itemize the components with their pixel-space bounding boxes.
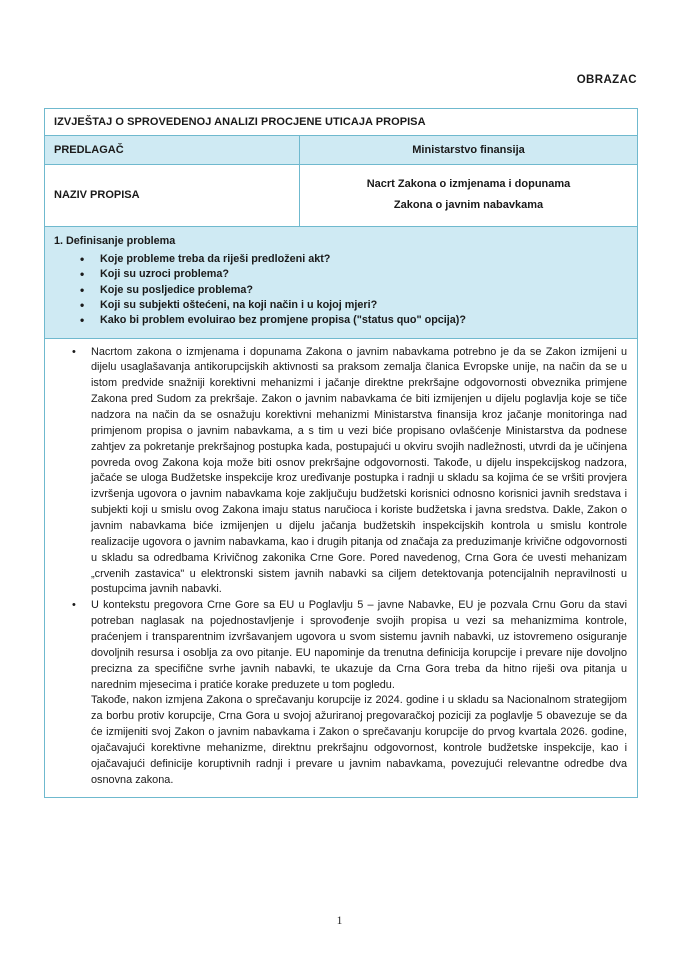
list-item: • Kako bi problem evoluirao bez promjene propisa ("status quo" opcija)? (54, 313, 628, 328)
table-row-proposer (45, 136, 638, 165)
regulation-label-cell: NAZIV PROPISA (45, 165, 300, 227)
proposer-value-cell: Ministarstvo finansija (300, 136, 638, 165)
form-type-label: OBRAZAC (576, 74, 637, 86)
list-item: • Koje probleme treba da riješi predloženi akt? (54, 252, 628, 267)
ria-report-table (44, 108, 638, 798)
proposer-label-cell: PREDLAGAČ (45, 136, 300, 165)
list-item: • Koji su uzroci problema? (54, 267, 628, 282)
answer-bullet-list (55, 345, 627, 789)
section-1-cell (45, 226, 638, 338)
regulation-value-cell (300, 165, 638, 227)
answer-bullet-2-text: U kontekstu pregovora Crne Gore sa EU u Poglavlju 5 – javne Nabavke, EU je pozvala Crnu Goru da stavi potreban naglasak na pojednostavljenje i sprovođenje svojih propisa u vezi sa mehanizmima kontrole, praćenjem i transparentnim izvršavanjem ugovora u svom sistemu javnih nabavki, uz istovremeno osiguranje dovoljnih resursa i osoblja za ovo pitanje. EU napominje da trenutna definicija korupcije i prevare nije dovoljno precizna za specifične svrhe javnih nabavki, te ukazuje da Crna Gora treba da hitno riješi ova pitanja u narednim mjesecima i pratiće korake preduzete u tom pogledu. (91, 599, 628, 691)
list-item: • Koje su posljedice problema? (54, 283, 628, 298)
list-item: • Koji su subjekti oštećeni, na koji način i u kojoj mjeri? (54, 298, 628, 313)
list-item (55, 598, 627, 788)
section-1-question-list (54, 252, 628, 329)
report-title-cell: IZVJEŠTAJ O SPROVEDENOJ ANALIZI PROCJENE UTICAJA PROPISA (45, 109, 638, 136)
regulation-value-line-2: Zakona o javnim nabavkama (393, 199, 544, 212)
regulation-value-line-1: Nacrt Zakona o izmjenama i dopunama (366, 178, 571, 190)
table-row-title (45, 109, 638, 136)
section-1-heading: 1. Definisanje problema (54, 234, 176, 247)
page-number: 1 (336, 915, 343, 927)
list-item: • Nacrtom zakona o izmjenama i dopunama Zakona o javnim nabavkama potrebno je da se Zakon izmijeni u dijelu usaglašavanja antikorupcijskih aktivnosti sa praksom zemalja članica Evropske unije, na način da se u istom predvide snažniji korektivni mehanizmi i jačanje direktne prekršajne odgovornosti obveznika primjene Zakona pred Sudom za prekršaje. Zakon o javnim nabavkama će biti izmijenjen u dijelu poglavlja koje se tiče nadzora na način da se osnažuju korektivni mehanizmi Ministarstva finansija kroz jačanje monitoringa nad primjenom propisa o javnim nabavkama, a s tim u vezi biće propisano ovlašćenje Ministarstva da podnese zahtjev za pokretanje prekršajnog postupka kada, postupajući u okviru svojih nadležnosti, utvrdi da je učinjena povreda ovog Zakona koja može biti osnov prekršajne odgovornosti. Takođe, u dijelu inspekcijskog nadzora, jačaće se uloga Budžetske inspekcije kroz uređivanje postupka i radnji u skladu sa kojima će se vršiti provjera izvršenja ugovora o javnim nabavkama koje zaključuju budžetski korisnici odnosno korisnici javnih sredstava i subjekti koji u smislu ovog Zakona imaju status naručioca i koriste budžetska i javna sredstva. Dakle, Zakon o javnim nabavkama biće izmijenjen u dijelu jačanja budžetskih inspekcijskih kontrola u smislu kontrole realizacije ugovora o javnim nabavkama, kao i drugih pitanja od značaja za preduzimanje krivične odgovornosti u skladu sa odredbama Krivičnog zakonika Crne Gore. Pored navedenog, Crna Gora će uvesti mehanizam „crvenih zastavica" u elektronski sistem javnih nabavki sa ciljem detektovanja potencijalnih nepravilnosti u postupcima javnih nabavki. (55, 345, 627, 599)
table-row-answer-body (45, 338, 638, 797)
section-1-answer-cell (45, 338, 638, 797)
answer-closing-paragraph: Takođe, nakon izmjena Zakona o sprečavanju korupcije iz 2024. godine i u skladu sa Nacionalnom strategijom za borbu protiv korupcije, Crna Gora u svojoj ažuriranoj pregovaračkoj poziciji za poglavlje 5 obavezuje se da će izmijeniti svoj Zakon o javnim nabavkama i Zakon o sprečavanju korupcije do prvog kvartala 2026. godine, ojačavajući korektivne mehanizme, direktnu prekršajnu odgovornost, kontrole budžetske inspekcije, kao i ojačavajući definicije koruptivnih radnji i prevare u javnim nabavkama, povezujući relevantne odredbe dva osnovna zakona. (91, 694, 628, 786)
table-row-regulation-name (45, 165, 638, 227)
table-row-section-heading (45, 226, 638, 338)
